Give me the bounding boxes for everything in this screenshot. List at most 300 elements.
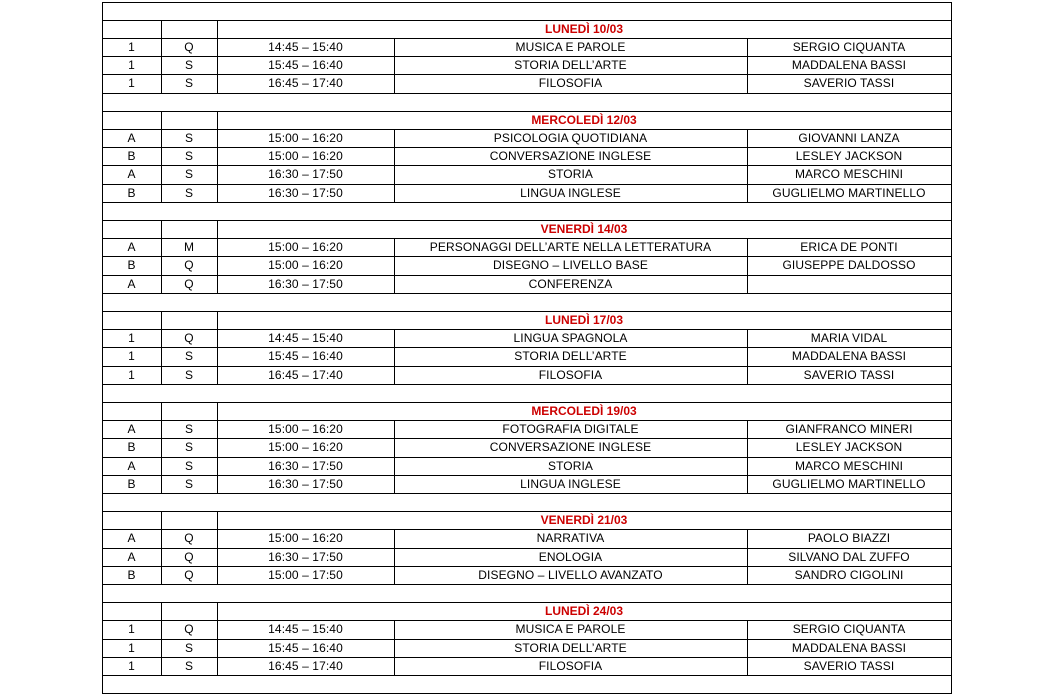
grid-line-vertical (747, 438, 748, 457)
time-cell: 16:30 – 17:50 (268, 476, 343, 491)
grid-line-horizontal (102, 56, 952, 57)
table-row (102, 420, 951, 438)
grid-line-vertical (951, 402, 952, 421)
time-cell: 15:00 – 16:20 (268, 240, 343, 255)
grid-line-vertical (747, 457, 748, 476)
teacher-cell: MADDALENA BASSI (791, 349, 907, 364)
grid-line-vertical (102, 165, 103, 184)
grid-line-horizontal (102, 602, 952, 603)
time-cell: 15:45 – 16:40 (268, 58, 343, 73)
grid-line-horizontal (102, 311, 952, 312)
grid-line-horizontal (102, 384, 952, 385)
group-cell: B (127, 440, 136, 455)
time-cell: 15:45 – 16:40 (268, 349, 343, 364)
grid-line-vertical (951, 329, 952, 348)
teacher-cell: GIOVANNI LANZA (798, 130, 900, 145)
group-cell: A (127, 549, 136, 564)
grid-line-vertical (217, 38, 218, 57)
grid-line-vertical (951, 438, 952, 457)
grid-line-vertical (394, 639, 395, 658)
grid-line-horizontal (102, 74, 952, 75)
grid-line-vertical (102, 529, 103, 549)
grid-line-vertical (747, 347, 748, 367)
grid-line-vertical (102, 675, 103, 694)
group-cell: 1 (128, 58, 135, 73)
grid-line-vertical (747, 639, 748, 658)
grid-line-vertical (161, 329, 162, 348)
day-title: MERCOLEDÌ 12/03 (531, 112, 637, 127)
table-row (102, 438, 951, 456)
grid-line-vertical (102, 548, 103, 567)
type-cell: Q (184, 567, 194, 582)
grid-line-vertical (217, 56, 218, 75)
grid-line-vertical (102, 20, 103, 39)
group-cell: A (127, 422, 136, 437)
grid-line-vertical (102, 311, 103, 330)
grid-line-horizontal (102, 347, 952, 348)
grid-line-vertical (394, 657, 395, 676)
teacher-cell: SERGIO CIQUANTA (792, 622, 906, 637)
grid-line-vertical (394, 457, 395, 476)
course-cell: FILOSOFIA (538, 367, 603, 382)
course-cell: FILOSOFIA (538, 658, 603, 673)
grid-line-horizontal (102, 165, 952, 166)
grid-line-vertical (951, 584, 952, 603)
grid-line-horizontal (102, 566, 952, 567)
grid-line-vertical (951, 111, 952, 130)
grid-line-vertical (102, 2, 103, 21)
grid-line-vertical (747, 366, 748, 385)
grid-line-vertical (951, 20, 952, 39)
grid-line-vertical (951, 347, 952, 367)
grid-line-vertical (102, 38, 103, 57)
course-cell: STORIA DELL’ARTE (514, 640, 627, 655)
course-cell: STORIA DELL’ARTE (514, 58, 627, 73)
grid-line-horizontal (102, 639, 952, 640)
group-cell: A (127, 240, 136, 255)
grid-line-vertical (217, 347, 218, 367)
grid-line-vertical (951, 457, 952, 476)
grid-line-vertical (102, 129, 103, 148)
group-cell: A (127, 167, 136, 182)
type-cell: Q (184, 549, 194, 564)
grid-line-vertical (102, 202, 103, 221)
grid-line-vertical (394, 238, 395, 257)
teacher-cell: PAOLO BIAZZI (807, 531, 891, 546)
grid-line-vertical (102, 275, 103, 294)
grid-line-vertical (394, 329, 395, 348)
type-cell: S (184, 149, 194, 164)
group-cell: B (127, 476, 136, 491)
grid-line-vertical (217, 639, 218, 658)
group-cell: 1 (128, 331, 135, 346)
grid-line-vertical (217, 602, 218, 621)
grid-line-vertical (951, 74, 952, 94)
grid-line-vertical (161, 475, 162, 494)
time-cell: 16:30 – 17:50 (268, 458, 343, 473)
grid-line-vertical (951, 256, 952, 275)
table-row (102, 639, 951, 657)
day-header-row (102, 220, 951, 238)
table-row (102, 38, 951, 56)
grid-line-vertical (951, 38, 952, 57)
grid-line-vertical (161, 74, 162, 94)
course-cell: MUSICA E PAROLE (515, 39, 626, 54)
grid-line-vertical (951, 220, 952, 239)
time-cell: 14:45 – 15:40 (268, 622, 343, 637)
teacher-cell (747, 275, 951, 293)
grid-line-horizontal (102, 275, 952, 276)
grid-line-vertical (217, 475, 218, 494)
grid-line-horizontal (102, 2, 952, 3)
type-cell: Q (184, 276, 194, 291)
grid-line-horizontal (102, 147, 952, 148)
grid-line-vertical (161, 165, 162, 184)
course-cell: ENOLOGIA (538, 549, 603, 564)
grid-line-vertical (394, 366, 395, 385)
grid-line-vertical (951, 511, 952, 530)
teacher-cell: LESLEY JACKSON (795, 440, 903, 455)
grid-line-vertical (951, 165, 952, 184)
grid-line-vertical (102, 602, 103, 621)
grid-line-vertical (747, 566, 748, 585)
teacher-cell: MARCO MESCHINI (794, 167, 904, 182)
grid-line-horizontal (102, 548, 952, 549)
grid-line-horizontal (102, 293, 952, 294)
grid-line-horizontal (102, 329, 952, 330)
grid-line-vertical (161, 639, 162, 658)
grid-line-vertical (161, 256, 162, 275)
grid-line-vertical (747, 475, 748, 494)
course-cell: PSICOLOGIA QUOTIDIANA (493, 130, 648, 145)
grid-line-vertical (161, 184, 162, 203)
grid-line-vertical (747, 529, 748, 549)
grid-line-vertical (102, 493, 103, 512)
grid-line-vertical (951, 657, 952, 676)
table-row (102, 548, 951, 566)
group-cell: A (127, 130, 136, 145)
grid-line-vertical (747, 657, 748, 676)
teacher-cell: GUGLIELMO MARTINELLO (772, 476, 926, 491)
type-cell: S (184, 640, 194, 655)
time-cell: 14:45 – 15:40 (268, 39, 343, 54)
grid-line-horizontal (102, 511, 952, 512)
grid-line-vertical (394, 475, 395, 494)
grid-line-vertical (161, 657, 162, 676)
day-title: MERCOLEDÌ 19/03 (531, 403, 637, 418)
table-row (102, 566, 951, 584)
grid-line-vertical (161, 602, 162, 621)
time-cell: 15:45 – 16:40 (268, 640, 343, 655)
group-cell: B (127, 185, 136, 200)
grid-line-vertical (951, 493, 952, 512)
group-cell: A (127, 531, 136, 546)
type-cell: Q (184, 622, 194, 637)
group-cell: B (127, 567, 136, 582)
grid-line-vertical (217, 402, 218, 421)
grid-line-vertical (394, 129, 395, 148)
grid-line-vertical (161, 366, 162, 385)
time-cell: 16:30 – 17:50 (268, 185, 343, 200)
grid-line-vertical (102, 584, 103, 603)
table-row (102, 184, 951, 202)
grid-line-horizontal (102, 438, 952, 439)
grid-line-vertical (951, 2, 952, 21)
grid-line-vertical (394, 256, 395, 275)
teacher-cell: SILVANO DAL ZUFFO (788, 549, 910, 564)
grid-line-vertical (217, 111, 218, 130)
grid-line-vertical (394, 56, 395, 75)
grid-line-vertical (394, 184, 395, 203)
grid-line-vertical (102, 147, 103, 166)
course-cell: LINGUA SPAGNOLA (513, 331, 628, 346)
course-cell: MUSICA E PAROLE (515, 622, 626, 637)
table-row (102, 74, 951, 92)
group-cell: 1 (128, 39, 135, 54)
grid-line-horizontal (102, 402, 952, 403)
grid-line-vertical (217, 184, 218, 203)
grid-line-vertical (394, 420, 395, 439)
grid-line-vertical (951, 384, 952, 403)
grid-line-vertical (102, 420, 103, 439)
time-cell: 15:00 – 16:20 (268, 130, 343, 145)
day-header-row (102, 402, 951, 420)
grid-line-vertical (217, 657, 218, 676)
table-row (102, 165, 951, 183)
grid-line-vertical (747, 129, 748, 148)
time-cell: 14:45 – 15:40 (268, 331, 343, 346)
grid-line-vertical (951, 602, 952, 621)
day-header-row (102, 111, 951, 129)
grid-line-vertical (102, 329, 103, 348)
grid-line-vertical (102, 220, 103, 239)
grid-line-vertical (161, 457, 162, 476)
grid-line-vertical (394, 347, 395, 367)
group-cell: B (127, 258, 136, 273)
grid-line-horizontal (102, 238, 952, 239)
grid-line-vertical (161, 238, 162, 257)
teacher-cell: ERICA DE PONTI (800, 240, 898, 255)
time-cell: 16:30 – 17:50 (268, 549, 343, 564)
grid-line-vertical (102, 293, 103, 312)
teacher-cell: SERGIO CIQUANTA (792, 39, 906, 54)
grid-line-vertical (217, 147, 218, 166)
course-cell: PERSONAGGI DELL’ARTE NELLA LETTERATURA (429, 240, 712, 255)
grid-line-vertical (394, 529, 395, 549)
course-cell: CONVERSAZIONE INGLESE (489, 149, 652, 164)
group-cell: 1 (128, 367, 135, 382)
course-cell: LINGUA INGLESE (520, 476, 621, 491)
day-header-row (102, 602, 951, 620)
grid-line-vertical (747, 147, 748, 166)
grid-line-vertical (102, 74, 103, 94)
grid-line-vertical (217, 74, 218, 94)
table-row (102, 657, 951, 675)
group-cell: 1 (128, 640, 135, 655)
table-row (102, 347, 951, 365)
grid-line-vertical (951, 311, 952, 330)
grid-line-horizontal (102, 38, 952, 39)
grid-line-vertical (102, 438, 103, 457)
grid-line-vertical (951, 293, 952, 312)
grid-line-vertical (747, 420, 748, 439)
grid-line-vertical (951, 475, 952, 494)
grid-line-vertical (217, 165, 218, 184)
grid-line-horizontal (102, 620, 952, 621)
grid-line-vertical (161, 111, 162, 130)
grid-line-vertical (747, 74, 748, 94)
type-cell: S (184, 367, 194, 382)
teacher-cell: SAVERIO TASSI (803, 658, 895, 673)
grid-line-vertical (217, 129, 218, 148)
grid-line-vertical (951, 566, 952, 585)
grid-line-horizontal (102, 20, 952, 21)
grid-line-horizontal (102, 366, 952, 367)
type-cell: S (184, 422, 194, 437)
table-row (102, 147, 951, 165)
grid-line-vertical (747, 620, 748, 640)
grid-line-vertical (217, 511, 218, 530)
grid-line-vertical (951, 129, 952, 148)
type-cell: S (184, 440, 194, 455)
type-cell: S (184, 658, 194, 673)
group-cell: A (127, 458, 136, 473)
grid-line-vertical (161, 220, 162, 239)
grid-line-horizontal (102, 493, 952, 494)
type-cell: S (184, 76, 194, 91)
table-row (102, 275, 951, 293)
grid-line-vertical (161, 511, 162, 530)
grid-line-horizontal (102, 202, 952, 203)
type-cell: Q (184, 258, 194, 273)
day-title: VENERDÌ 14/03 (540, 221, 628, 236)
grid-line-horizontal (102, 256, 952, 257)
grid-line-vertical (217, 20, 218, 39)
grid-line-horizontal (102, 129, 952, 130)
course-cell: FILOSOFIA (538, 76, 603, 91)
teacher-cell: GIUSEPPE DALDOSSO (782, 258, 916, 273)
course-cell: LINGUA INGLESE (520, 185, 621, 200)
grid-line-vertical (161, 620, 162, 640)
course-cell: FOTOGRAFIA DIGITALE (502, 422, 639, 437)
grid-line-vertical (102, 639, 103, 658)
teacher-cell: MARCO MESCHINI (794, 458, 904, 473)
grid-line-horizontal (102, 111, 952, 112)
grid-line-vertical (394, 566, 395, 585)
type-cell: S (184, 476, 194, 491)
grid-line-vertical (394, 620, 395, 640)
grid-line-vertical (951, 275, 952, 294)
grid-line-horizontal (102, 475, 952, 476)
time-cell: 15:00 – 16:20 (268, 422, 343, 437)
grid-line-vertical (102, 511, 103, 530)
grid-line-vertical (217, 366, 218, 385)
table-row (102, 366, 951, 384)
time-cell: 16:30 – 17:50 (268, 276, 343, 291)
table-row (102, 129, 951, 147)
table-row (102, 329, 951, 347)
grid-line-vertical (161, 56, 162, 75)
teacher-cell: GIANFRANCO MINERI (785, 422, 913, 437)
time-cell: 16:45 – 17:40 (268, 367, 343, 382)
grid-line-vertical (394, 438, 395, 457)
grid-line-vertical (217, 548, 218, 567)
grid-line-vertical (102, 184, 103, 203)
grid-line-vertical (217, 256, 218, 275)
teacher-cell: MADDALENA BASSI (791, 58, 907, 73)
grid-line-horizontal (102, 93, 952, 94)
grid-line-vertical (394, 165, 395, 184)
group-cell: B (127, 149, 136, 164)
day-title: LUNEDÌ 17/03 (544, 312, 624, 327)
grid-line-vertical (102, 402, 103, 421)
day-header-row (102, 20, 951, 38)
grid-line-vertical (102, 111, 103, 130)
grid-line-vertical (747, 238, 748, 257)
type-cell: Q (184, 531, 194, 546)
grid-line-vertical (217, 220, 218, 239)
course-cell: STORIA DELL’ARTE (514, 349, 627, 364)
grid-line-vertical (394, 147, 395, 166)
course-cell: DISEGNO – LIVELLO BASE (493, 258, 648, 273)
grid-line-vertical (102, 384, 103, 403)
type-cell: S (184, 130, 194, 145)
group-cell: A (127, 276, 136, 291)
grid-line-vertical (951, 238, 952, 257)
grid-line-vertical (951, 639, 952, 658)
grid-line-vertical (394, 38, 395, 57)
grid-line-vertical (161, 438, 162, 457)
grid-line-horizontal (102, 457, 952, 458)
group-cell: 1 (128, 622, 135, 637)
teacher-cell: GUGLIELMO MARTINELLO (772, 185, 926, 200)
grid-line-vertical (747, 548, 748, 567)
grid-line-vertical (102, 238, 103, 257)
grid-line-vertical (102, 475, 103, 494)
time-cell: 15:00 – 16:20 (268, 149, 343, 164)
grid-line-vertical (217, 438, 218, 457)
grid-line-vertical (161, 129, 162, 148)
type-cell: Q (184, 331, 194, 346)
table-row (102, 529, 951, 547)
course-cell: STORIA (547, 167, 594, 182)
grid-line-vertical (747, 184, 748, 203)
grid-line-horizontal (102, 184, 952, 185)
time-cell: 16:45 – 17:40 (268, 658, 343, 673)
table-row (102, 56, 951, 74)
group-cell: 1 (128, 76, 135, 91)
grid-line-vertical (951, 529, 952, 549)
type-cell: S (184, 349, 194, 364)
grid-line-vertical (102, 56, 103, 75)
grid-line-vertical (217, 329, 218, 348)
grid-line-vertical (951, 202, 952, 221)
table-row (102, 457, 951, 475)
grid-line-horizontal (102, 675, 952, 676)
group-cell: 1 (128, 658, 135, 673)
grid-line-vertical (951, 147, 952, 166)
grid-line-vertical (951, 56, 952, 75)
day-header-row (102, 511, 951, 529)
grid-line-vertical (102, 457, 103, 476)
grid-line-vertical (747, 329, 748, 348)
grid-line-vertical (217, 275, 218, 294)
day-header-row (102, 311, 951, 329)
grid-line-vertical (394, 74, 395, 94)
grid-line-vertical (161, 147, 162, 166)
grid-line-vertical (217, 566, 218, 585)
course-cell: DISEGNO – LIVELLO AVANZATO (478, 567, 663, 582)
